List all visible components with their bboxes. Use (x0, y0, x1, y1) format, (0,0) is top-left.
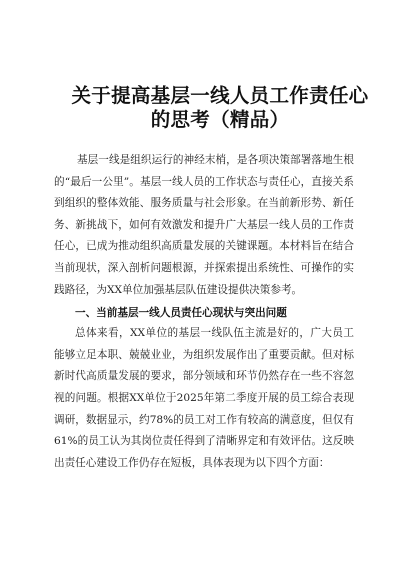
intro-paragraph: 基层一线是组织运行的神经末梢，是各项决策部署落地生根的“最后一公里”。基层一线人员的工作状态与责任心，直接关系到组织的整体效能、服务质量与社会形象。在当前新形势、新任务、新挑战下，如何有效激发和提升广大基层一线人员的工作责任心，已成为推动组织高质量发展的关键课题。本材料旨在结合当前现状，深入剖析问题根源，并探索提出系统性、可操作的实践路径，为XX单位加强基层队伍建设提供决策参考。 (54, 154, 354, 296)
section-1-paragraph: 总体来看，XX单位的基层一线队伍主流是好的，广大员工能够立足本职、兢兢业业，为组织发展作出了重要贡献。但对标新时代高质量发展的要求，部分领域和环节仍然存在一些不容忽视的问题。根据XX单位于2025年第二季度开展的员工综合表现调研，数据显示，约78%的员工对工作有较高的满意度，但仅有61%的员工认为其岗位责任得到了清晰界定和有效评估。这反映出责任心建设工作仍存在短板，具体表现为以下四个方面： (54, 327, 354, 469)
section-1-heading: 一、当前基层一线人员责任心现状与突出问题 (75, 307, 287, 320)
document-title (70, 84, 370, 131)
document-body (54, 150, 354, 474)
title-line-1: 关于提高基层一线人员工作责任心 (71, 84, 369, 107)
title-line-2: 的思考（精品） (150, 108, 290, 131)
